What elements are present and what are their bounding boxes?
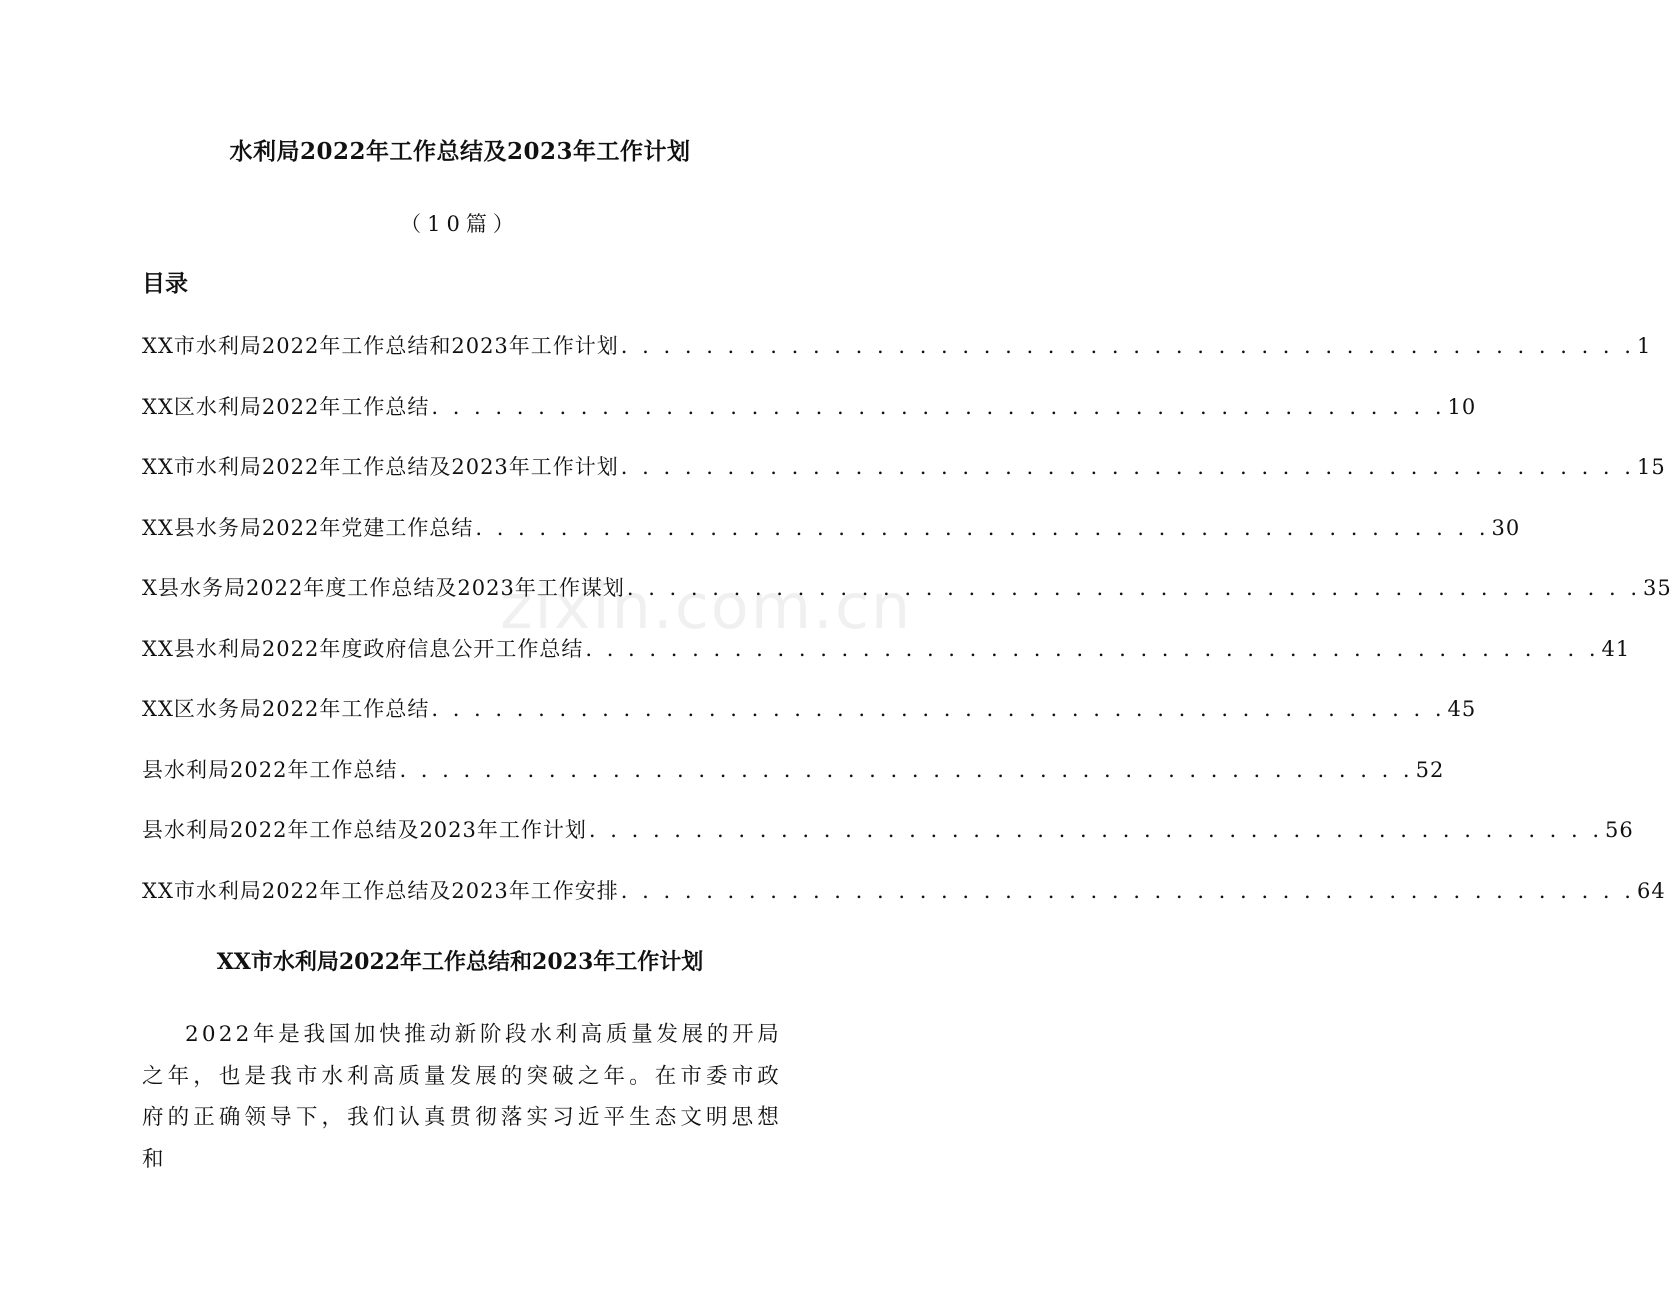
toc-heading: 目录 bbox=[142, 270, 188, 297]
toc-item-label: XX市水利局2022年工作总结及2023年工作计划 bbox=[142, 455, 619, 479]
toc-item[interactable] bbox=[142, 631, 1631, 692]
toc-item-page: 30 bbox=[1491, 515, 1521, 540]
toc-leader-dots: . . . . . . . . . . . . . . . . . . . . . . . . . . . . . . . . . . . . . . . . . . . . . . . . bbox=[620, 878, 1635, 903]
toc-item-label: X县水务局2022年度工作总结及2023年工作谋划 bbox=[142, 576, 625, 600]
body-paragraph: 2022年是我国加快推动新阶段水利高质量发展的开局之年，也是我市水利高质量发展的突破之年。在市委市政府的正确领导下，我们认真贯彻落实习近平生态文明思想和 bbox=[142, 1022, 782, 1172]
document-count: （10篇） bbox=[400, 212, 520, 236]
toc-item-page: 56 bbox=[1605, 818, 1634, 842]
toc-item[interactable] bbox=[142, 873, 1666, 934]
table-of-contents bbox=[142, 328, 1672, 933]
toc-item-label: XX区水务局2022年工作总结 bbox=[142, 697, 430, 721]
toc-item-page: 52 bbox=[1415, 757, 1445, 782]
toc-leader-dots: . . . . . . . . . . . . . . . . . . . . . . . . . . . . . . . . . . . . . . . . . . . . . . . . bbox=[431, 394, 1446, 419]
toc-item-label: XX区水利局2022年工作总结 bbox=[142, 394, 430, 419]
toc-item[interactable] bbox=[142, 691, 1477, 752]
toc-leader-dots: . . . . . . . . . . . . . . . . . . . . . . . . . . . . . . . . . . . . . . . . . . . . . . . . bbox=[588, 818, 1604, 842]
toc-leader-dots: . . . . . . . . . . . . . . . . . . . . . . . . . . . . . . . . . . . . . . . . . . . . . . . . bbox=[626, 576, 1641, 600]
document-title: 水利局2022年工作总结及2023年工作计划 bbox=[229, 138, 691, 165]
toc-item[interactable] bbox=[142, 389, 1477, 450]
toc-leader-dots: . . . . . . . . . . . . . . . . . . . . . . . . . . . . . . . . . . . . . . . . . . . . . . . . bbox=[431, 697, 1446, 721]
toc-item-page: 35 bbox=[1643, 576, 1672, 600]
toc-item[interactable] bbox=[142, 328, 1652, 389]
toc-item-label: XX市水利局2022年工作总结和2023年工作计划 bbox=[142, 334, 619, 358]
toc-leader-dots: . . . . . . . . . . . . . . . . . . . . . . . . . . . . . . . . . . . . . . . . . . . . . . . . bbox=[585, 636, 1600, 661]
toc-item[interactable] bbox=[142, 510, 1521, 571]
toc-leader-dots: . . . . . . . . . . . . . . . . . . . . . . . . . . . . . . . . . . . . . . . . . . . . . . . . bbox=[475, 515, 1490, 540]
toc-leader-dots: . . . . . . . . . . . . . . . . . . . . . . . . . . . . . . . . . . . . . . . . . . . . . . . . bbox=[620, 334, 1635, 358]
toc-item-page: 1 bbox=[1636, 334, 1652, 358]
toc-item-label: XX县水利局2022年度政府信息公开工作总结 bbox=[142, 636, 584, 661]
toc-item[interactable] bbox=[142, 752, 1445, 813]
toc-item[interactable] bbox=[142, 449, 1666, 510]
toc-item-label: 县水利局2022年工作总结及2023年工作计划 bbox=[142, 818, 587, 842]
toc-item[interactable] bbox=[142, 812, 1634, 873]
toc-leader-dots: . . . . . . . . . . . . . . . . . . . . . . . . . . . . . . . . . . . . . . . . . . . . . . . . bbox=[399, 757, 1414, 782]
toc-leader-dots: . . . . . . . . . . . . . . . . . . . . . . . . . . . . . . . . . . . . . . . . . . . . . . . . bbox=[620, 455, 1635, 479]
section-title: XX市水利局2022年工作总结和2023年工作计划 bbox=[216, 949, 704, 975]
toc-item-label: 县水利局2022年工作总结 bbox=[142, 757, 398, 782]
toc-item-page: 15 bbox=[1636, 455, 1666, 479]
toc-item-label: XX县水务局2022年党建工作总结 bbox=[142, 515, 474, 540]
watermark: zixin.com.cn bbox=[500, 570, 913, 643]
toc-item-label: XX市水利局2022年工作总结及2023年工作安排 bbox=[142, 878, 619, 903]
toc-item-page: 10 bbox=[1447, 394, 1477, 419]
toc-item[interactable] bbox=[142, 570, 1672, 631]
toc-item-page: 41 bbox=[1601, 636, 1631, 661]
toc-item-page: 64 bbox=[1636, 878, 1666, 903]
toc-item-page: 45 bbox=[1447, 697, 1477, 721]
